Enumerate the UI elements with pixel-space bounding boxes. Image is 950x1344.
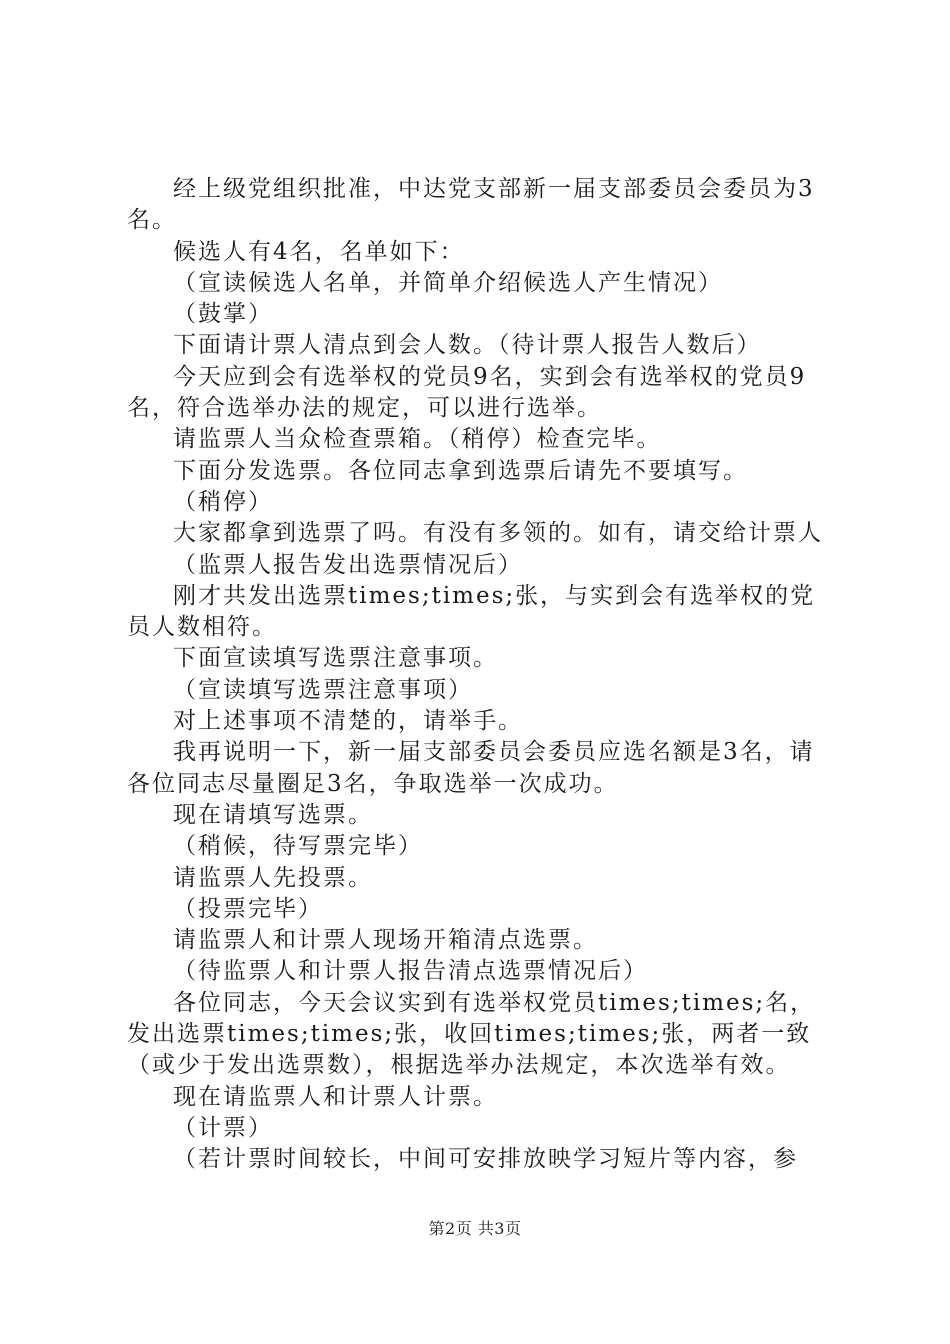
paragraph-12: 刚才共发出选票times;times;张，与实到会有选举权的党员人数相符。 [127, 582, 816, 641]
paragraph-19: 请监票人先投票。 [173, 864, 373, 891]
paragraph-21: 请监票人和计票人现场开箱清点选票。 [173, 927, 598, 954]
paragraph-26: （若计票时间较长，中间可安排放映学习短片等内容，参 [173, 1146, 798, 1173]
paragraph-16: 我再说明一下，新一届支部委员会委员应选名额是3名，请各位同志尽量圈足3名，争取选举一次成功。 [127, 739, 815, 797]
paragraph-23: 各位同志，今天会议实到有选举权党员times;times;名，发出选票times;times;张，收回times;times;张，两者一致（或少于发出选票数），根据选举办法规定，本次选举有效。 [127, 989, 816, 1079]
paragraph-10: 大家都拿到选票了吗。有没有多领的。如有，请交给计票人 [173, 520, 823, 547]
paragraph-17: 现在请填写选票。 [173, 801, 373, 828]
paragraph-2: 候选人有4名，名单如下： [173, 238, 465, 265]
paragraph-13: 下面宣读填写选票注意事项。 [173, 645, 498, 672]
paragraph-14: （宣读填写选票注意事项） [173, 676, 473, 703]
paragraph-3: （宣读候选人名单，并简单介绍候选人产生情况） [173, 269, 723, 296]
paragraph-20: （投票完毕） [173, 895, 323, 922]
paragraph-4: （鼓掌） [173, 301, 273, 328]
paragraph-7: 请监票人当众检查票箱。（稍停）检查完毕。 [173, 426, 662, 453]
page-number-indicator: 第2页 共3页 [428, 1219, 522, 1238]
paragraph-11: （监票人报告发出选票情况后） [173, 551, 523, 578]
paragraph-9: （稍停） [173, 488, 273, 515]
paragraph-1: 经上级党组织批准，中达党支部新一届支部委员会委员为3名。 [127, 176, 815, 234]
paragraph-6: 今天应到会有选举权的党员9名，实到会有选举权的党员9名，符合选举办法的规定，可以进行选举。 [127, 363, 807, 422]
paragraph-18: （稍候，待写票完毕） [173, 833, 423, 860]
paragraph-25: （计票） [173, 1114, 273, 1141]
page-footer [0, 1216, 950, 1239]
paragraph-5: 下面请计票人清点到会人数。（待计票人报告人数后） [173, 332, 762, 359]
paragraph-22: （待监票人和计票人报告清点选票情况后） [173, 958, 648, 985]
paragraph-8: 下面分发选票。各位同志拿到选票后请先不要填写。 [173, 457, 748, 484]
paragraph-15: 对上述事项不清楚的，请举手。 [173, 708, 523, 735]
paragraph-24: 现在请监票人和计票人计票。 [173, 1083, 498, 1110]
document-body [127, 174, 833, 1176]
